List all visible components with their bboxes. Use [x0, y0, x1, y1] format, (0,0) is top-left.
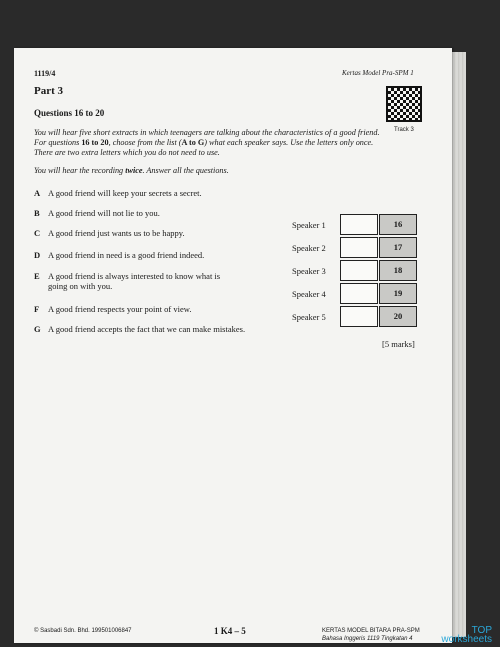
option-g: G A good friend accepts the fact that we can make mistakes.	[34, 324, 246, 334]
option-d: D A good friend in need is a good friend indeed.	[34, 250, 205, 260]
exam-page	[14, 48, 452, 643]
speaker-label: Speaker 1	[292, 220, 326, 230]
watermark-logo: TOP worksheets	[441, 625, 492, 645]
marks-label: [5 marks]	[382, 339, 415, 349]
footer-subtitle: Bahasa Inggeris 1119 Tingkatan 4	[322, 636, 413, 642]
option-e: E A good friend is always interested to know what is going on with you.	[34, 271, 221, 291]
option-f: F A good friend respects your point of view.	[34, 304, 192, 314]
option-a: A A good friend will keep your secrets a secret.	[34, 188, 202, 198]
part-title: Part 3	[34, 85, 64, 97]
track-label: Track 3	[394, 127, 414, 133]
question-number: 19	[379, 283, 417, 304]
series-title: Kertas Model Pra-SPM 1	[342, 69, 414, 77]
page-number: 1 K4 – 5	[214, 626, 246, 636]
answer-box[interactable]	[340, 283, 378, 304]
footer-title: KERTAS MODEL BITARA PRA-SPM	[322, 628, 420, 634]
speaker-label: Speaker 5	[292, 312, 326, 322]
option-c: C A good friend just wants us to be happy.	[34, 228, 185, 238]
qr-code-icon[interactable]	[386, 86, 422, 122]
answer-box[interactable]	[340, 237, 378, 258]
question-number: 20	[379, 306, 417, 327]
instructions: You will hear five short extracts in which teenagers are talking about the characteristics of a good friend. For questions 16 to 20, choose from the list (A to G) what each speaker says. Use the letters only once. There are two extra letters which you do not need to use.	[34, 128, 380, 157]
question-number: 18	[379, 260, 417, 281]
recording-note: You will hear the recording twice. Answer all the questions.	[34, 166, 229, 175]
question-number: 16	[379, 214, 417, 235]
speaker-label: Speaker 3	[292, 266, 326, 276]
question-number: 17	[379, 237, 417, 258]
answer-box[interactable]	[340, 260, 378, 281]
publisher-text: © Sasbadi Sdn. Bhd. 199501006847	[34, 628, 132, 634]
question-range: Questions 16 to 20	[34, 108, 105, 118]
speaker-label: Speaker 4	[292, 289, 326, 299]
answer-box[interactable]	[340, 306, 378, 327]
paper-code: 1119/4	[34, 69, 56, 78]
speaker-label: Speaker 2	[292, 243, 326, 253]
answer-box[interactable]	[340, 214, 378, 235]
option-b: B A good friend will not lie to you.	[34, 208, 160, 218]
